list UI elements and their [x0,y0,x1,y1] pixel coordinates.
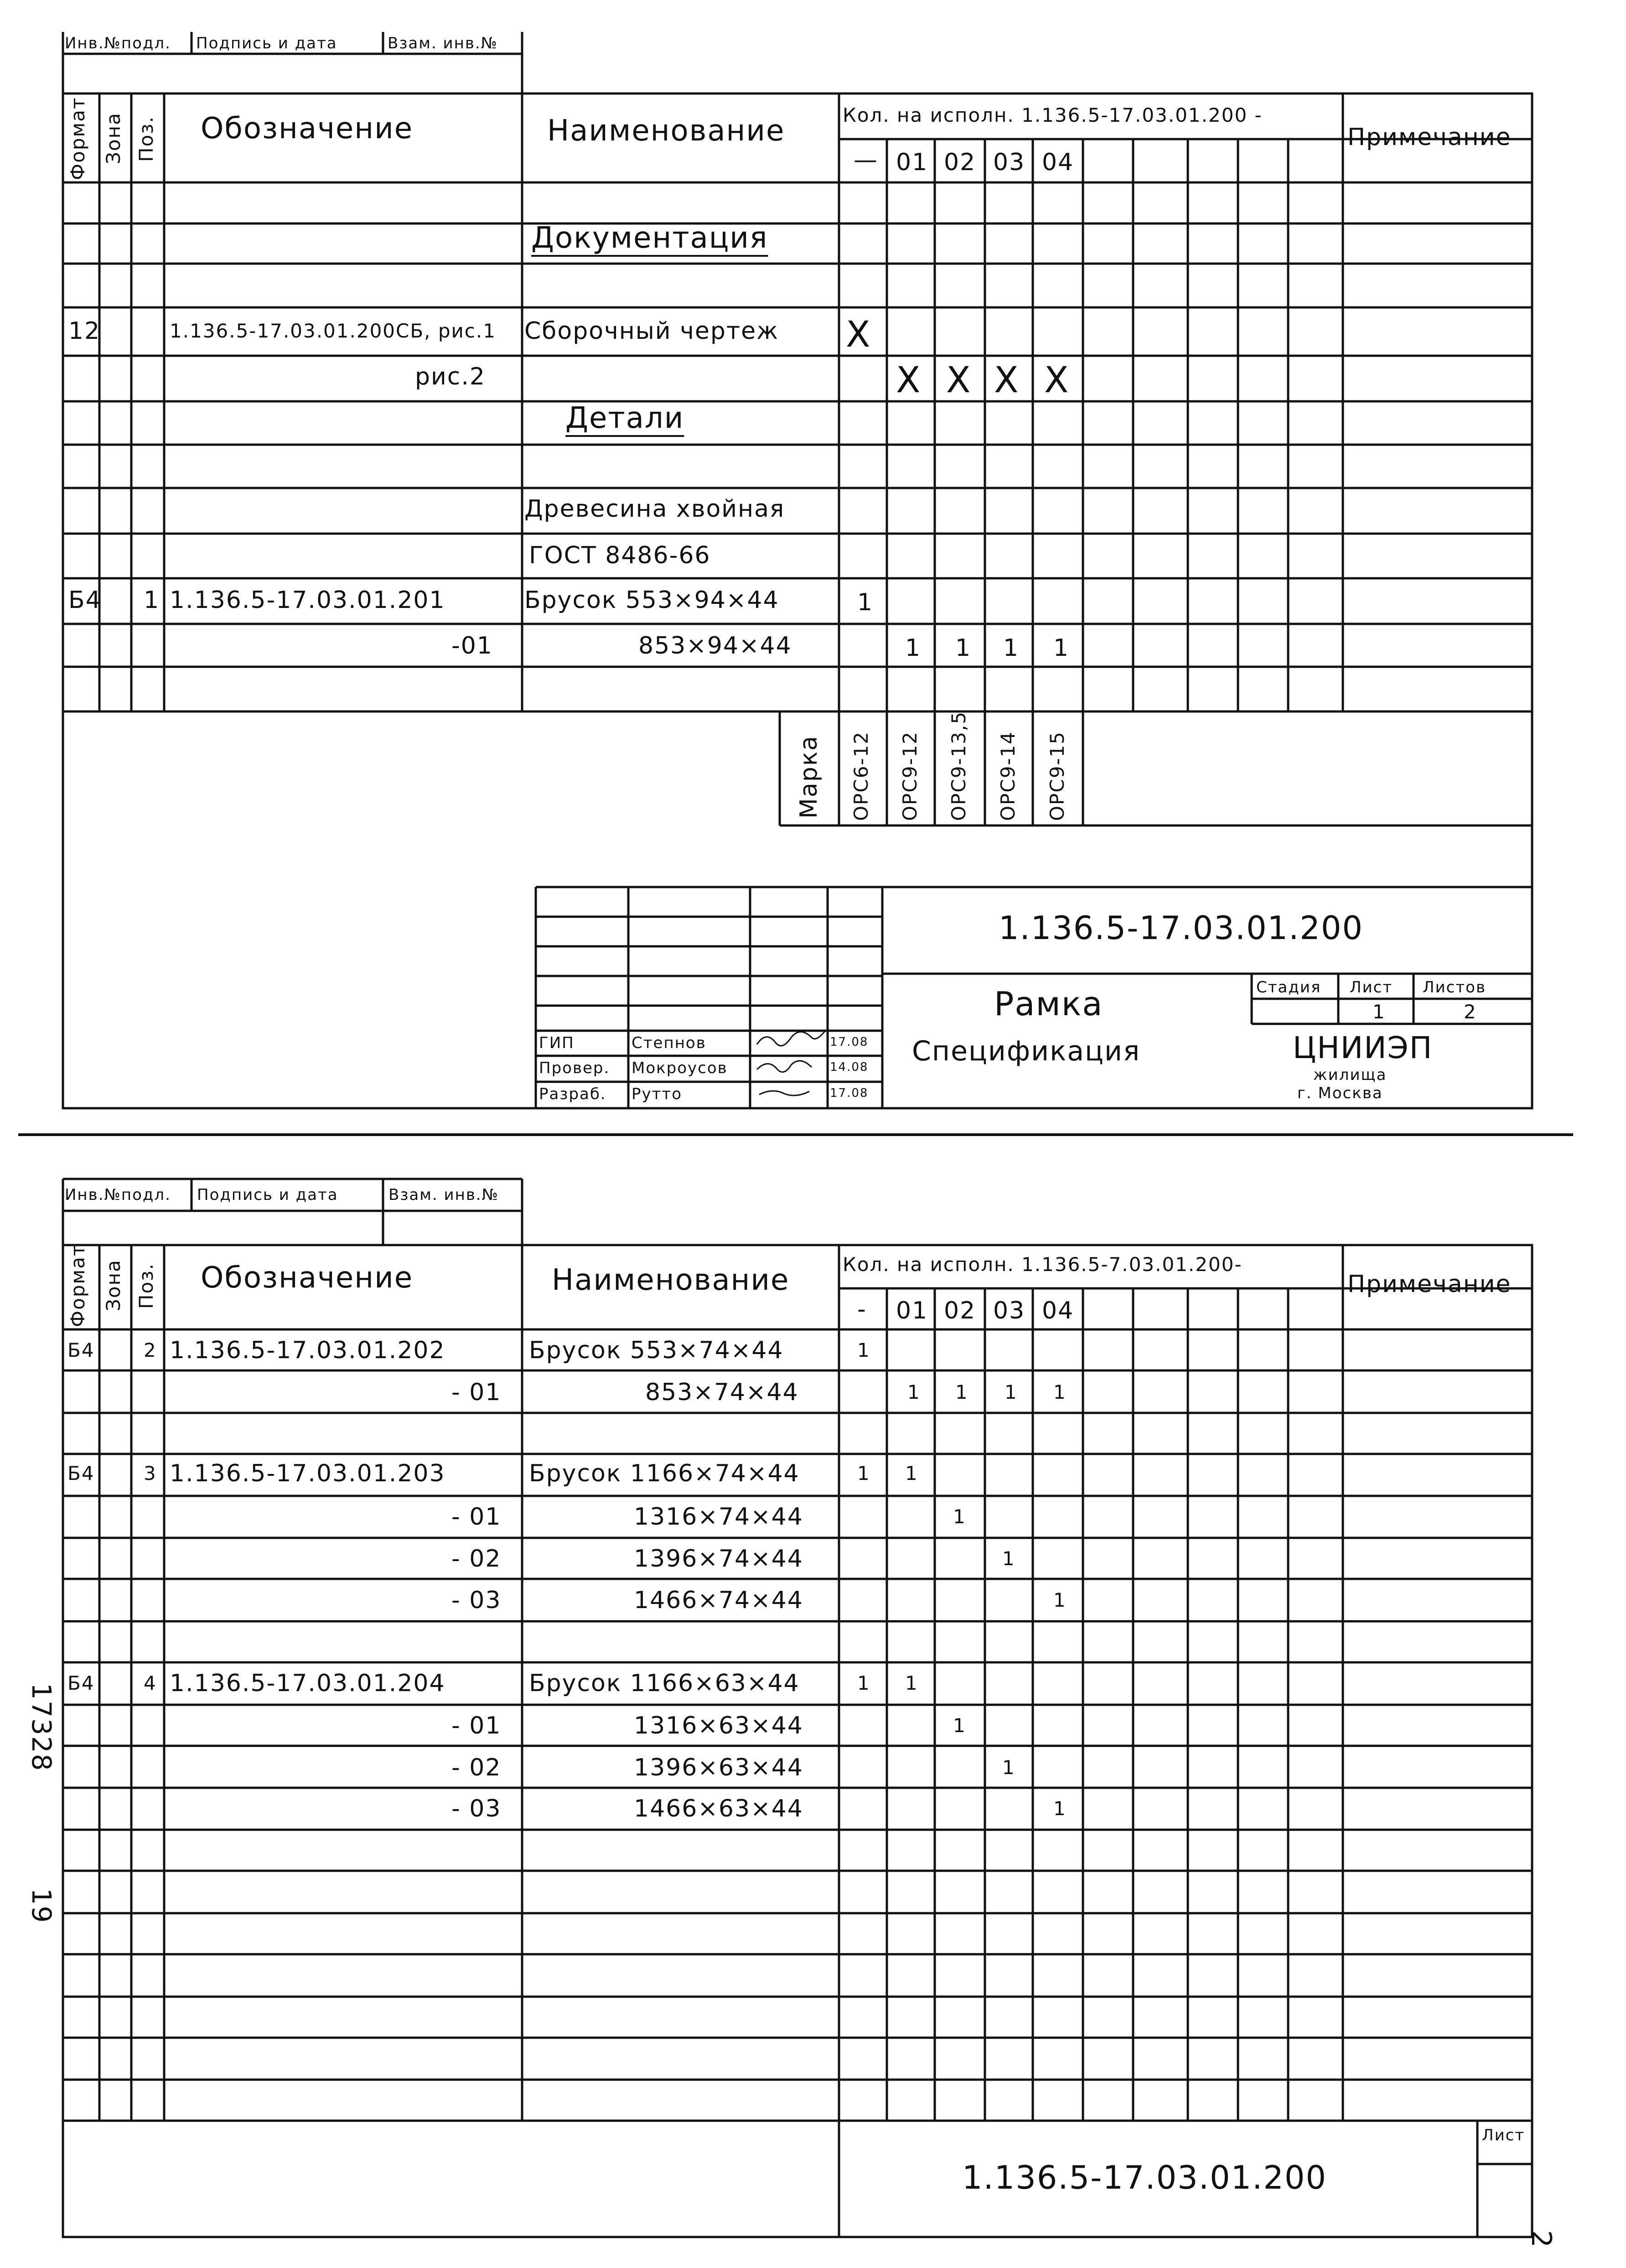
row-qty: 1 [1053,634,1070,662]
row-designation: -01 [451,632,493,659]
variant-02: 02 [944,1297,976,1324]
row-designation: - 01 [451,1503,502,1531]
row-pos: 3 [144,1462,157,1484]
qty-x-mark: X [896,360,921,401]
role-label: ГИП [539,1034,575,1052]
row-name: 1316×63×44 [634,1712,803,1739]
row-designation: 1.136.5-17.03.01.200СБ, рис.1 [170,320,496,342]
row-pos: 4 [144,1672,157,1694]
variant-base: - [857,1296,867,1323]
row-format: 12 [68,317,101,345]
section-documentation: Документация [531,221,768,255]
mark-item: ОРС6-12 [850,731,872,821]
header-note: Примечание [1347,124,1512,151]
row-qty: 1 [953,1505,966,1528]
qty-x-mark: X [846,314,870,355]
row-qty: 1 [857,1339,870,1361]
row-qty: 1 [1002,1756,1015,1779]
row-name: 853×94×44 [638,632,792,659]
row-name: Древесина хвойная [524,495,785,523]
row-name: Брусок 1166×74×44 [529,1460,800,1487]
mark-item: ОРС9-12 [899,731,921,821]
person-name: Мокроусов [632,1059,728,1077]
row-qty: 1 [1053,1381,1067,1403]
row-qty: 1 [955,1381,968,1403]
variant-base: — [854,146,878,174]
row-designation: рис.2 [415,363,486,390]
row-qty: 1 [1003,634,1020,662]
doc-code: 1.136.5-17.03.01.200 [962,2159,1327,2196]
stage-label: Стадия [1256,978,1321,996]
row-designation: 1.136.5-17.03.01.202 [170,1337,445,1364]
row-format: Б4 [67,1672,95,1694]
sign-date: 17.08 [830,1086,869,1100]
row-qty: 1 [953,1714,966,1737]
person-name: Степнов [632,1034,706,1052]
doc-title: Рамка [994,985,1103,1023]
org-subname: жилища [1313,1066,1387,1084]
header-format: Формат [67,1244,89,1327]
doc-code: 1.136.5-17.03.01.200 [999,909,1364,947]
org-name: ЦНИИЭП [1293,1030,1433,1065]
stamp-replace-label: Взам. инв.№ [388,34,498,52]
row-qty: 1 [1053,1797,1067,1820]
marks-label: Марка [795,735,823,819]
role-label: Разраб. [539,1085,606,1103]
row-qty: 1 [1005,1381,1018,1403]
variant-01: 01 [896,1297,928,1324]
header-format: Формат [67,97,89,180]
row-qty: 1 [907,1381,921,1403]
row-qty: 1 [857,1462,870,1484]
row-name: Сборочный чертеж [524,317,779,345]
sign-date: 17.08 [830,1035,869,1049]
qty-x-mark: X [994,360,1019,401]
row-qty: 1 [955,634,972,662]
row-qty: 1 [1002,1547,1015,1570]
row-designation: 1.136.5-17.03.01.204 [170,1670,445,1697]
header-qty: Кол. на исполн. 1.136.5-17.03.01.200 - [843,104,1263,126]
row-designation: - 03 [451,1587,502,1614]
row-name: Брусок 1166×63×44 [529,1670,800,1697]
mark-item: ОРС9-14 [997,731,1019,821]
row-name: ГОСТ 8486-66 [529,542,711,569]
row-pos: 1 [144,586,160,614]
row-qty: 1 [1053,1589,1067,1611]
mark-item: ОРС9-15 [1046,731,1068,821]
row-format: Б4 [67,1339,95,1361]
stamp-inv-label: Инв.№подл. [65,1186,171,1204]
variant-01: 01 [896,149,928,176]
row-name: Брусок 553×94×44 [524,586,779,614]
row-name: 1316×74×44 [634,1503,803,1531]
variant-04: 04 [1042,1297,1074,1324]
variant-03: 03 [993,1297,1025,1324]
qty-x-mark: X [1044,360,1069,401]
row-qty: 1 [905,1462,918,1484]
variant-03: 03 [993,149,1025,176]
header-pos: Поз. [135,116,157,162]
sheet-label: Лист [1350,978,1393,996]
header-pos: Поз. [135,1263,157,1309]
row-pos: 2 [144,1339,157,1361]
sheets-label: Листов [1423,978,1486,996]
row-format: Б4 [67,1462,95,1484]
row-qty: 1 [905,1672,918,1694]
sheets-value: 2 [1464,1001,1477,1023]
row-designation: - 02 [451,1545,502,1573]
row-designation: 1.136.5-17.03.01.201 [170,586,445,614]
role-label: Провер. [539,1059,610,1077]
header-designation: Обозначение [201,112,414,145]
org-city: г. Москва [1297,1084,1383,1102]
stamp-replace-label: Взам. инв.№ [388,1186,499,1204]
row-designation: 1.136.5-17.03.01.203 [170,1460,445,1487]
signature-marks [757,1031,825,1095]
doc-subtitle: Спецификация [912,1035,1141,1067]
sheet-label: Лист [1482,2126,1525,2144]
header-name: Наименование [547,114,785,148]
page-index: 19 [26,1888,57,1924]
stamp-inv-label: Инв.№подл. [65,34,171,52]
row-name: 1396×63×44 [634,1754,803,1781]
row-qty: 1 [857,589,874,616]
section-details: Детали [565,401,684,435]
header-note: Примечание [1347,1271,1512,1298]
sign-date: 14.08 [830,1060,869,1074]
header-qty: Кол. на исполн. 1.136.5-7.03.01.200- [843,1253,1243,1276]
variant-04: 04 [1042,149,1074,176]
archive-number: 17328 [26,1683,57,1772]
header-designation: Обозначение [201,1261,414,1295]
variant-02: 02 [944,149,976,176]
row-name: 1466×74×44 [634,1587,803,1614]
row-qty: 1 [857,1672,870,1694]
row-designation: - 03 [451,1795,502,1822]
row-name: 1466×63×44 [634,1795,803,1822]
row-name: 853×74×44 [645,1379,799,1406]
mark-item: ОРС9-13,5 [948,711,970,821]
row-name: Брусок 553×74×44 [529,1337,784,1364]
row-designation: - 01 [451,1379,502,1406]
stamp-sign-label: Подпись и дата [196,34,337,52]
stamp-sign-label: Подпись и дата [197,1186,338,1204]
person-name: Рутто [632,1085,683,1103]
row-qty: 1 [905,634,922,662]
qty-x-mark: X [946,360,971,401]
header-name: Наименование [552,1263,790,1297]
row-designation: - 01 [451,1712,502,1739]
sheet-value: 1 [1372,1001,1386,1023]
header-zone: Зона [102,1259,124,1311]
row-name: 1396×74×44 [634,1545,803,1573]
row-designation: - 02 [451,1754,502,1781]
sheet-index: 2 [1525,2230,1557,2249]
header-zone: Зона [102,112,124,164]
row-format: Б4 [68,586,102,614]
